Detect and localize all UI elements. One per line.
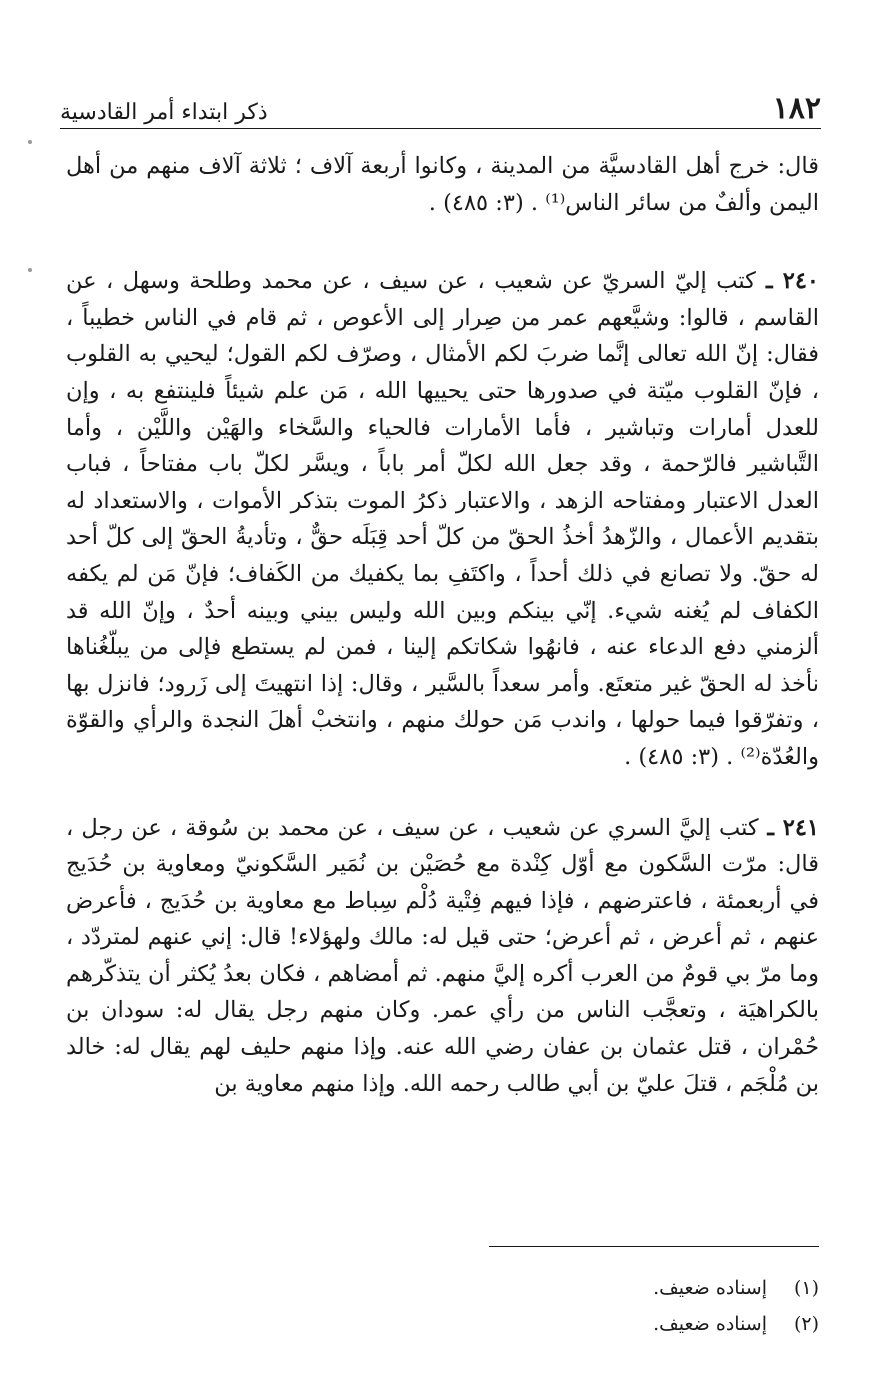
paragraph-number: ٢٤١ ـ <box>758 814 819 841</box>
paragraph-241 <box>66 810 819 1103</box>
main-text <box>66 148 819 1102</box>
running-title: ذكر ابتداء أمر القادسية <box>60 100 268 125</box>
paragraph-number: ٢٤٠ ـ <box>755 268 819 295</box>
page-header <box>60 84 821 129</box>
paragraph-text: قال: خرج أهل القادسيَّة من المدينة ، وكانوا أربعة آلاف ؛ ثلاثة آلاف منهم من أهل اليمن وألفٌ من سائر الناس⁽¹⁾ . (٣: ٤٨٥) . <box>66 153 819 216</box>
paragraph-text: كتب إليَّ السري عن شعيب ، عن سيف ، عن محمد بن سُوقة ، عن رجل ، قال: مرّت السَّكون مع أوّل كِنْدة مع حُصَيْن بن نُمَير السَّكونيّ ومعاوية بن حُدَيج في أربعمئة ، فاعترضهم ، فإذا فيهم فِتْية دُلْم سِباط مع معاوية بن حُدَيج ، فأعرض عنهم ، ثم أعرض ، ثم أعرض؛ حتى قيل له: مالك ولهؤلاء! قال: إني عنهم لمتردّد ، وما مرّ بي قومٌ من العرب أكره إليَّ منهم. ثم أمضاهم ، فكان بعدُ يُكثر أن يتذكّرهم بالكراهيَة ، وتعجَّب الناس من رأي عمر. وكان منهم رجل يقال له: سودان بن حُمْران ، قتل عثمان بن عفان رضي الله عنه. وإذا منهم حليف لهم يقال له: خالد بن مُلْجَم ، قتلَ عليّ بن أبي طالب رحمه الله. وإذا منهم معاوية بن <box>66 814 819 1097</box>
paragraph-intro <box>66 148 819 221</box>
footnote-divider <box>489 1246 819 1247</box>
margin-speck <box>28 140 32 144</box>
footnotes <box>300 1270 819 1342</box>
footnote-mark: (١) <box>793 1277 819 1299</box>
paragraph-text: كتب إليّ السريّ عن شعيب ، عن سيف ، عن محمد وطلحة وسهل ، عن القاسم ، قالوا: وشيَّعهم عمر من صِرار إلى الأعوص ، ثم قام في الناس خطيباً ، فقال: إنّ الله تعالى إنَّما ضربَ لكم الأمثال ، وصرّف لكم القول؛ ليحيي به القلوب ، فإنّ القلوب ميّتة في صدورها حتى يحييها الله ، مَن علم شيئاً فلينتفع به ، وإن للعدل أمارات وتباشير ، فأما الأمارات فالحياء والسَّخاء والهَيْن واللَّيْن ، وأما التَّباشير فالرّحمة ، وقد جعل الله لكلّ أمر باباً ، ويسَّر لكلّ باب مفتاحاً ، فباب العدل الاعتبار ومفتاحه الزهد ، والاعتبار ذكرُ الموت بتذكر الأموات ، والاستعداد له بتقديم الأعمال ، والزّهدُ أخذُ الحقّ من كلّ أحد قِبَلَه حقٌّ ، وتأديةُ الحقّ إلى كلّ أحد له حقّ. ولا تصانع في ذلك أحداً ، واكتَفِ بما يكفيك من الكَفاف؛ فإنّ مَن لم يكفه الكفاف لم يُغنه شيء. إنّي بينكم وبين الله وليس بيني وبينه أحدٌ ، وإنّ الله قد ألزمني دفع الدعاء عنه ، فانهُوا شكاتكم إلينا ، فمن لم يستطع فإلى من يبلّغُناها نأخذ له الحقّ غير متعتَع. وأمر سعداً بالسَّير ، وقال: إذا انتهيتَ إلى زَرود؛ فانزل بها ، وتفرّقوا فيما حولها ، واندب مَن حولك منهم ، وانتخبْ أهلَ النجدة والرأي والقوّة والعُدّة⁽²⁾ . (٣: ٤٨٥) . <box>66 268 819 770</box>
footnote-mark: (٢) <box>793 1313 819 1335</box>
page-number: ١٨٢ <box>772 91 821 126</box>
paragraph-240 <box>66 263 819 775</box>
footnote-text: إسناده ضعيف. <box>653 1313 767 1335</box>
footnote-item <box>300 1270 819 1306</box>
margin-speck <box>28 268 32 272</box>
footnote-item <box>300 1306 819 1342</box>
footnote-text: إسناده ضعيف. <box>653 1277 767 1299</box>
